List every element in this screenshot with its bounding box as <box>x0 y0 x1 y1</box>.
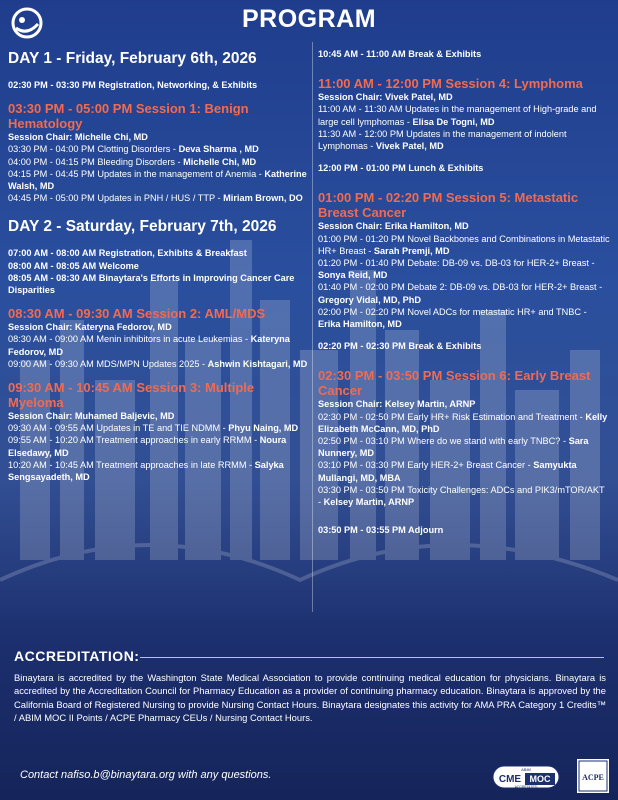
talk-title: 02:50 PM - 03:10 PM Where do we stand with early TNBC? - <box>318 436 569 447</box>
talk-title: 11:30 AM - 12:00 PM Updates in the management of indolent Lymphomas - <box>318 128 567 152</box>
session6-chair: Session Chair: Kelsey Martin, ARNP <box>318 399 476 410</box>
accreditation-divider <box>140 657 604 658</box>
session6-talk <box>318 411 610 435</box>
session5-talk <box>318 306 610 330</box>
session6-heading: 02:30 PM - 03:50 PM Session 6: Early Breast Cancer <box>318 368 591 399</box>
badge-acpe-label: ACPE <box>582 773 604 782</box>
session1-talk <box>8 143 308 155</box>
talk-speaker: Ashwin Kishtagari, MD <box>207 358 308 369</box>
talk-speaker: Sarah Premji, MD <box>373 245 450 256</box>
talk-title: 04:15 PM - 04:45 PM Updates in the management of Anemia - <box>8 168 265 179</box>
session3-heading: 09:30 AM - 10:45 AM Session 3: Multiple Myeloma <box>8 380 255 411</box>
talk-title: 01:40 PM - 02:00 PM Debate 2: DB-09 vs. DB-03 for HER-2+ Breast - <box>318 282 603 293</box>
session4-talk <box>318 128 610 152</box>
day2-heading: DAY 2 - Saturday, February 7th, 2026 <box>8 218 277 236</box>
session3-talk <box>8 434 308 458</box>
break2: 02:20 PM - 02:30 PM Break & Exhibits <box>318 341 482 352</box>
talk-title: 01:20 PM - 01:40 PM Debate: DB-09 vs. DB-03 for HER-2+ Breast - <box>318 258 595 269</box>
session5-talk <box>318 281 610 305</box>
talk-title: 09:55 AM - 10:20 AM Treatment approaches in early RRMM - <box>8 435 260 446</box>
lunch: 12:00 PM - 01:00 PM Lunch & Exhibits <box>318 163 484 174</box>
talk-title: 09:00 AM - 09:30 AM MDS/MPN Updates 2025 - <box>8 358 208 369</box>
session4-chair: Session Chair: Vivek Patel, MD <box>318 92 453 103</box>
talk-speaker: Kelsey Martin, ARNP <box>323 497 415 508</box>
talk-title: 01:00 PM - 01:20 PM Novel Backbones and Combinations in Metastatic HR+ Breast - <box>318 233 610 256</box>
session4-heading: 11:00 AM - 12:00 PM Session 4: Lymphoma <box>318 76 583 92</box>
talk-speaker: Deva Sharma , MD <box>178 144 259 155</box>
page-title: PROGRAM <box>241 5 377 33</box>
talk-speaker: Vivek Patel, MD <box>375 141 444 152</box>
session1-talk <box>8 156 308 168</box>
talk-speaker: Michelle Chi, MD <box>183 156 257 167</box>
talk-speaker: Samyukta Mullangi, MD, MBA <box>318 460 577 483</box>
talk-title: 03:30 PM - 04:00 PM Clotting Disorders - <box>8 144 179 155</box>
talk-speaker: Miriam Brown, DO <box>223 193 303 204</box>
session6-talk <box>318 435 610 459</box>
talk-speaker: Phyu Naing, MD <box>228 423 299 434</box>
session6-talk <box>318 459 610 483</box>
session2-heading: 08:30 AM - 09:30 AM Session 2: AML/MDS <box>8 306 266 322</box>
session1-heading: 03:30 PM - 05:00 PM Session 1: Benign Hematology <box>8 101 249 132</box>
badge-cme-label: CME <box>498 774 522 785</box>
right-column <box>318 42 610 536</box>
talk-speaker: Gregory Vidal, MD, PhD <box>318 294 421 305</box>
break1: 10:45 AM - 11:00 AM Break & Exhibits <box>318 49 482 59</box>
day1-heading: DAY 1 - Friday, February 6th, 2026 <box>8 50 257 67</box>
session5-talk <box>318 257 610 281</box>
cme-moc-badge <box>492 763 560 791</box>
badge-accredited-label: ACCREDITED <box>514 785 538 789</box>
column-divider <box>312 42 313 612</box>
talk-title: 02:30 PM - 02:50 PM Early HR+ Risk Estimation and Treatment - <box>318 411 586 422</box>
accreditation-heading: ACCREDITATION: <box>14 648 140 664</box>
talk-title: 03:30 PM - 03:50 PM Toxicity Challenges: ADCs and PIK3/mTOR/AKT - <box>318 484 605 508</box>
session2-talk <box>8 358 308 370</box>
session2-talk <box>8 333 308 357</box>
talk-speaker: Elisa De Togni, MD <box>412 116 495 127</box>
session3-chair: Session Chair: Muhamed Baljevic, MD <box>8 411 175 422</box>
day2-item: 07:00 AM - 08:00 AM Registration, Exhibits & Breakfast <box>8 248 247 259</box>
day2-item: 08:00 AM - 08:05 AM Welcome <box>8 260 139 271</box>
acpe-badge <box>576 758 610 794</box>
session3-talk <box>8 459 308 483</box>
session1-talk <box>8 192 308 204</box>
session1-chair: Session Chair: Michelle Chi, MD <box>8 132 148 143</box>
talk-speaker: Salyka Sengsayadeth, MD <box>8 459 284 483</box>
talk-title: 08:30 AM - 09:00 AM Menin inhibitors in acute Leukemias - <box>8 334 251 345</box>
talk-speaker: Kelly Elizabeth McCann, MD, PhD <box>318 411 608 434</box>
badge-moc-label: MOC <box>529 774 551 784</box>
talk-title: 03:10 PM - 03:30 PM Early HER-2+ Breast Cancer - <box>318 460 534 471</box>
contact-line: Contact nafiso.b@binaytara.org with any questions. <box>20 769 272 781</box>
adjourn: 03:50 PM - 03:55 PM Adjourn <box>318 525 444 536</box>
session5-chair: Session Chair: Erika Hamilton, MD <box>318 221 469 232</box>
talk-speaker: Kateryna Fedorov, MD <box>8 334 290 357</box>
session2-chair: Session Chair: Kateryna Fedorov, MD <box>8 322 172 333</box>
talk-title: 10:20 AM - 10:45 AM Treatment approaches in late RRMM - <box>8 459 255 470</box>
talk-speaker: Sonya Reid, MD <box>318 270 388 281</box>
session3-talk <box>8 422 308 434</box>
talk-title: 09:30 AM - 09:55 AM Updates in TE and TIE NDMM - <box>8 423 229 434</box>
session6-talk <box>318 484 610 508</box>
day2-item: 08:05 AM - 08:30 AM Binaytara's Efforts in Improving Cancer Care Disparities <box>8 272 295 296</box>
talk-title: 11:00 AM - 11:30 AM Updates in the management of High-grade and large cell lymphomas - <box>318 104 597 127</box>
session5-talk <box>318 233 610 257</box>
session5-heading: 01:00 PM - 02:20 PM Session 5: Metastatic Breast Cancer <box>318 190 579 221</box>
session4-talk <box>318 103 610 127</box>
session1-talk <box>8 168 308 192</box>
badge-abim-label: ABIM <box>521 767 531 772</box>
left-column <box>8 42 308 483</box>
talk-speaker: Erika Hamilton, MD <box>318 319 402 330</box>
talk-speaker: Katherine Walsh, MD <box>8 168 307 192</box>
talk-title: 04:45 PM - 05:00 PM Updates in PNH / HUS / TTP - <box>8 193 224 204</box>
day1-registration: 02:30 PM - 03:30 PM Registration, Networking, & Exhibits <box>8 80 258 90</box>
talk-speaker: Noura Elsedawy, MD <box>8 435 287 458</box>
talk-title: 02:00 PM - 02:20 PM Novel ADCs for metastatic HR+ and TNBC - <box>318 306 587 317</box>
accreditation-text: Binaytara is accredited by the Washington State Medical Association to provide continuing medical education for physicians. Binaytara is accredited by the Accreditation Council for Pharmacy Education as a provider of continuing pharmacy education. Binaytara is approved by the California Board of Registered Nursing to provide Nursing Contact Hours. Binaytara designates this activity for AMA PRA Category 1 Credits™ / ABIM MOC II Points / ACPE Pharmacy CEUs / Nursing Contact Hours. <box>14 672 606 723</box>
talk-speaker: Sara Nunnery, MD <box>318 436 589 459</box>
talk-title: 04:00 PM - 04:15 PM Bleeding Disorders - <box>8 156 184 167</box>
